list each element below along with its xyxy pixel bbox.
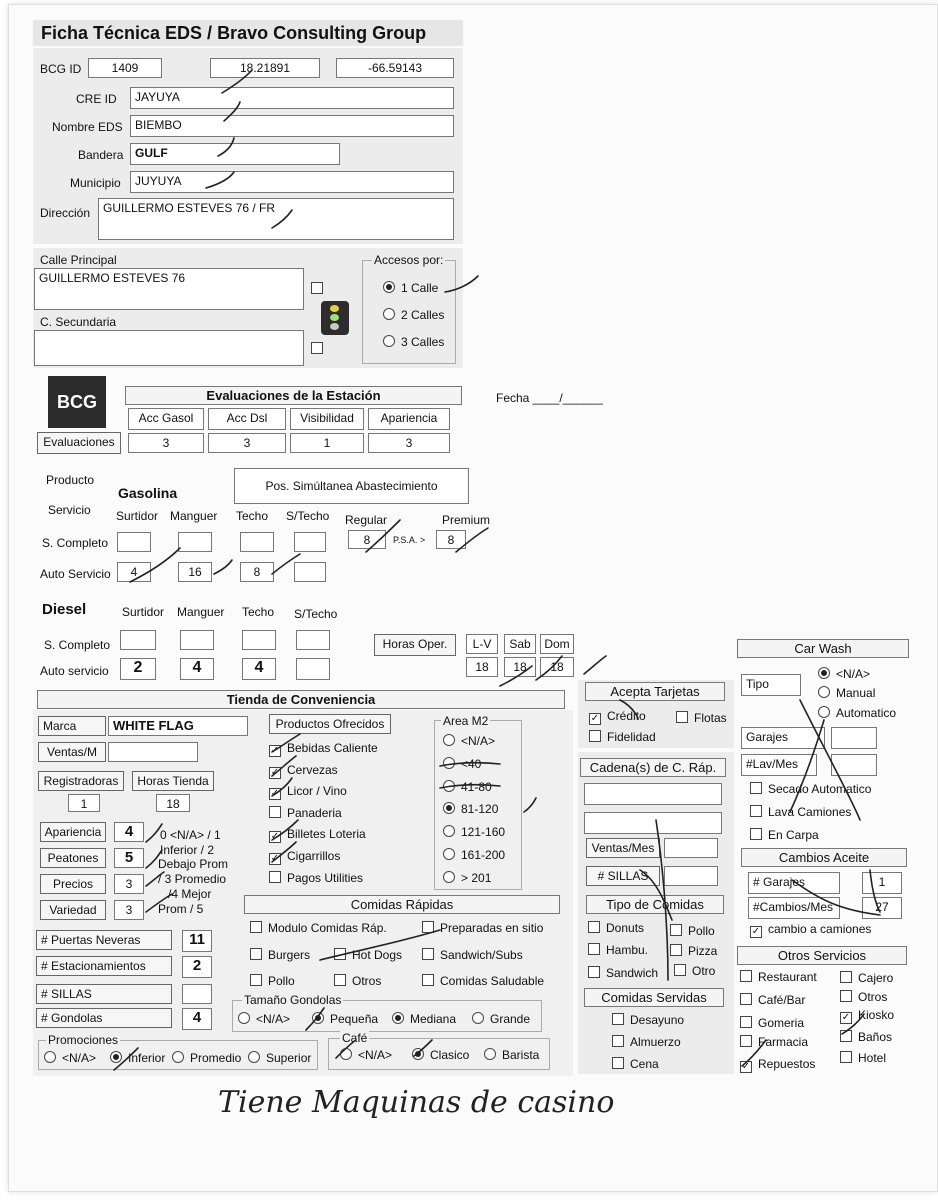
calle-principal-label: Calle Principal xyxy=(40,253,117,267)
bcg-id-field[interactable]: 1409 xyxy=(88,58,162,78)
horas-val-dom[interactable]: 18 xyxy=(540,657,574,677)
eval-col-acc-dsl: Acc Dsl xyxy=(208,408,286,430)
gas-col-surtidor: Surtidor xyxy=(116,509,159,523)
carwash-camiones[interactable]: Lava Camiones xyxy=(750,805,851,819)
servida-almuerzo[interactable]: Almuerzo xyxy=(612,1035,681,1049)
area-121-160[interactable]: 121-160 xyxy=(443,825,505,839)
marca-field[interactable]: WHITE FLAG xyxy=(108,716,248,736)
estacionamientos-button[interactable]: # Estacionamientos xyxy=(36,956,172,976)
evaluaciones-button[interactable]: Evaluaciones xyxy=(37,432,121,454)
comida-burgers[interactable]: Burgers xyxy=(250,948,310,962)
tipo-hambu[interactable]: Hambu. xyxy=(588,943,648,957)
premium-label: Premium xyxy=(442,513,491,527)
direccion-label: Dirección xyxy=(40,206,91,220)
producto-billetes[interactable]: ✓ Billetes Loteria xyxy=(270,827,366,842)
otros-kiosko[interactable]: ✓ Kiosko xyxy=(841,1008,895,1023)
tipo-otro[interactable]: Otro xyxy=(674,964,715,978)
marca-button[interactable]: Marca xyxy=(38,716,106,736)
ventas-button[interactable]: Ventas/M xyxy=(38,742,106,762)
scale-4: / 3 Promedio xyxy=(158,872,227,886)
area-41-80[interactable]: 41-80 xyxy=(443,780,492,794)
peatones-field[interactable]: 5 xyxy=(114,848,144,868)
dsl-auto-stecho[interactable] xyxy=(296,658,330,680)
registradoras-button[interactable]: Registradoras xyxy=(38,771,124,791)
comida-sandwich[interactable]: Sandwich/Subs xyxy=(422,948,523,962)
dsl-col-stecho: S/Techo xyxy=(294,607,338,621)
gas-sc-techo[interactable] xyxy=(240,532,274,552)
cafe-na[interactable]: <N/A> xyxy=(340,1048,392,1062)
promo-superior[interactable]: Superior xyxy=(248,1051,311,1065)
tipo-comidas-header: Tipo de Comidas xyxy=(586,895,724,914)
longitude-field[interactable]: -66.59143 xyxy=(336,58,454,78)
psa-label: P.S.A. > xyxy=(393,535,426,545)
horas-col-lv: L-V xyxy=(466,634,498,654)
promo-na[interactable]: <N/A> xyxy=(44,1051,96,1065)
gas-auto-label: Auto Servicio xyxy=(40,567,111,581)
dsl-s-completo-label: S. Completo xyxy=(44,638,111,652)
otros-repuestos[interactable]: ✓ Repuestos xyxy=(741,1057,816,1072)
dsl-sc-techo[interactable] xyxy=(242,630,276,650)
scale-1: 0 <N/A> / 1 xyxy=(160,828,221,842)
comida-preparadas[interactable]: Preparadas en sitio xyxy=(422,921,543,935)
productos-ofrecidos-button[interactable]: Productos Ofrecidos xyxy=(269,714,391,734)
gas-auto-manguer[interactable]: 16 xyxy=(178,562,212,582)
comidas-rapidas-header: Comidas Rápidas xyxy=(244,895,560,914)
tarjeta-credito[interactable]: ✓ Crédito xyxy=(590,709,646,724)
accesos-2-calles[interactable]: 2 Calles xyxy=(383,308,444,322)
carwash-na[interactable]: <N/A> xyxy=(818,667,870,681)
carwash-manual[interactable]: Manual xyxy=(818,686,875,700)
promo-promedio[interactable]: Promedio xyxy=(172,1051,241,1065)
variedad-field[interactable]: 3 xyxy=(114,900,144,920)
servicio-label: Servicio xyxy=(48,503,91,517)
gasolina-title: Gasolina xyxy=(118,485,178,501)
cadena-sillas-field[interactable] xyxy=(664,866,718,886)
dsl-col-techo: Techo xyxy=(242,605,275,619)
traffic-light-icon xyxy=(321,301,349,335)
dsl-sc-manguer[interactable] xyxy=(180,630,214,650)
producto-panaderia[interactable]: Panaderia xyxy=(269,806,342,820)
regular-field[interactable]: 8 xyxy=(348,530,386,549)
cadena-sillas-button[interactable]: # SILLAS xyxy=(586,866,660,886)
premium-field[interactable]: 8 xyxy=(436,530,466,549)
variedad-button[interactable]: Variedad xyxy=(40,900,106,920)
horas-col-dom: Dom xyxy=(540,634,574,654)
gas-auto-stecho[interactable] xyxy=(294,562,326,582)
eval-val-visibilidad[interactable]: 1 xyxy=(290,433,364,453)
producto-label: Producto xyxy=(46,473,95,487)
eval-val-acc-dsl[interactable]: 3 xyxy=(208,433,286,453)
accesos-1-calle[interactable]: 1 Calle xyxy=(383,281,438,295)
servida-desayuno[interactable]: Desayuno xyxy=(612,1013,684,1027)
bcg-logo: BCG xyxy=(48,376,106,428)
gondola-pequena[interactable]: Pequeña xyxy=(312,1012,378,1026)
otros-farmacia[interactable]: Farmacia xyxy=(740,1035,808,1049)
cafe-barista[interactable]: Barista xyxy=(484,1048,539,1062)
cre-id-label: CRE ID xyxy=(76,92,117,106)
producto-licor[interactable]: ✓ Licor / Vino xyxy=(270,784,347,799)
tipo-donuts[interactable]: Donuts xyxy=(588,921,644,935)
cafe-label: Café xyxy=(342,1031,368,1045)
aceite-garajes-label: # Garajes xyxy=(748,872,840,894)
gas-col-techo: Techo xyxy=(236,509,269,523)
eval-val-acc-gasol[interactable]: 3 xyxy=(128,433,204,453)
estacionamientos-field[interactable]: 2 xyxy=(182,956,212,978)
carwash-secado[interactable]: Secado Automatico xyxy=(750,782,871,796)
nombre-field[interactable]: BIEMBO xyxy=(130,115,454,137)
gas-s-completo-label: S. Completo xyxy=(42,536,109,550)
dsl-auto-surtidor[interactable]: 2 xyxy=(120,658,156,680)
comida-saludable[interactable]: Comidas Saludable xyxy=(422,974,544,988)
comida-otros[interactable]: Otros xyxy=(334,974,381,988)
carwash-header: Car Wash xyxy=(737,639,909,658)
otros-cajero[interactable]: Cajero xyxy=(840,971,893,985)
servida-cena[interactable]: Cena xyxy=(612,1057,659,1071)
horas-tienda-button[interactable]: Horas Tienda xyxy=(132,771,214,791)
scale-2: Inferior / 2 xyxy=(160,843,215,857)
tipo-pollo[interactable]: Pollo xyxy=(670,924,715,938)
bcg-id-label: BCG ID xyxy=(40,62,82,76)
gondolas-field[interactable]: 4 xyxy=(182,1008,212,1030)
horas-oper-button[interactable]: Horas Oper. xyxy=(374,634,456,656)
dsl-sc-surtidor[interactable] xyxy=(120,630,156,650)
tipo-pizza[interactable]: Pizza xyxy=(670,944,717,958)
carwash-automatico[interactable]: Automatico xyxy=(818,706,896,720)
cre-id-field[interactable]: JAYUYA xyxy=(130,87,454,109)
area-161-200[interactable]: 161-200 xyxy=(443,848,505,862)
tipo-sandwich[interactable]: Sandwich xyxy=(588,966,658,980)
pos-simultanea-box: Pos. Simúltanea Abastecimiento xyxy=(234,468,469,504)
comidas-servidas-header: Comidas Servidas xyxy=(584,988,724,1007)
area-na[interactable]: <N/A> xyxy=(443,734,495,748)
otros-otros[interactable]: Otros xyxy=(840,990,887,1004)
gas-auto-techo[interactable]: 8 xyxy=(240,562,274,582)
comida-hotdogs[interactable]: Hot Dogs xyxy=(334,948,402,962)
comida-pollo[interactable]: Pollo xyxy=(250,974,295,988)
aceite-camiones-check[interactable]: ✓ cambio a camiones xyxy=(751,922,872,937)
cadena-ventas-field[interactable] xyxy=(664,838,718,858)
otros-banos[interactable]: Baños xyxy=(840,1030,892,1044)
diesel-title: Diesel xyxy=(42,601,87,618)
carwash-lav-value[interactable] xyxy=(831,754,877,776)
apariencia-button[interactable]: Apariencia xyxy=(40,822,106,842)
horas-val-sab[interactable]: 18 xyxy=(504,657,536,677)
aceite-cambios-field[interactable]: 27 xyxy=(862,897,902,919)
dsl-sc-stecho[interactable] xyxy=(296,630,330,650)
municipio-label: Municipio xyxy=(70,176,121,190)
apariencia-field[interactable]: 4 xyxy=(114,822,144,842)
gondola-grande[interactable]: Grande xyxy=(472,1012,530,1026)
area-81-120[interactable]: 81-120 xyxy=(443,802,498,816)
gas-sc-manguer[interactable] xyxy=(178,532,212,552)
area-gt201[interactable]: > 201 xyxy=(443,871,491,885)
carwash-garajes-value[interactable] xyxy=(831,727,877,749)
carwash-garajes-field[interactable]: Garajes xyxy=(741,727,825,749)
scale-3: Debajo Prom xyxy=(158,857,229,871)
otros-hotel[interactable]: Hotel xyxy=(840,1051,886,1065)
eval-col-apariencia: Apariencia xyxy=(368,408,450,430)
producto-pagos[interactable]: Pagos Utilities xyxy=(269,871,363,885)
eval-val-apariencia[interactable]: 3 xyxy=(368,433,450,453)
peatones-button[interactable]: Peatones xyxy=(40,848,106,868)
otros-cafebar[interactable]: Café/Bar xyxy=(740,993,805,1007)
dsl-auto-techo[interactable]: 4 xyxy=(242,658,276,680)
carwash-carpa[interactable]: En Carpa xyxy=(750,828,819,842)
gas-auto-surtidor[interactable]: 4 xyxy=(117,562,151,582)
producto-cervezas[interactable]: ✓ Cervezas xyxy=(270,763,338,778)
area-label: Area M2 xyxy=(443,714,489,728)
tarjeta-flotas[interactable]: Flotas xyxy=(676,711,727,725)
aceite-header: Cambios Aceite xyxy=(741,848,907,867)
regular-label: Regular xyxy=(345,513,388,527)
dsl-auto-manguer[interactable]: 4 xyxy=(180,658,214,680)
calle-secundaria-label: C. Secundaria xyxy=(40,315,117,329)
puertas-neveras-field[interactable]: 11 xyxy=(182,930,212,952)
producto-bebidas[interactable]: ✓ Bebidas Caliente xyxy=(270,741,378,756)
tarjetas-header: Acepta Tarjetas xyxy=(585,682,725,701)
gas-col-manguer: Manguer xyxy=(170,509,218,523)
eval-col-visibilidad: Visibilidad xyxy=(290,408,364,430)
horas-tienda-field[interactable]: 18 xyxy=(156,794,190,812)
promo-inferior[interactable]: Inferior xyxy=(110,1051,165,1065)
producto-cigarrillos[interactable]: ✓ Cigarrillos xyxy=(270,849,341,864)
accesos-3-calles[interactable]: 3 Calles xyxy=(383,335,444,349)
gondolas-size-label: Tamaño Gondolas xyxy=(244,993,342,1007)
aceite-cambios-label: #Cambios/Mes xyxy=(748,897,840,919)
cadena-field-2[interactable] xyxy=(584,812,722,834)
gas-col-stecho: S/Techo xyxy=(286,509,330,523)
accesos-label: Accesos por: xyxy=(374,253,444,267)
comida-modulo[interactable]: Modulo Comidas Ráp. xyxy=(250,921,387,935)
otros-restaurant[interactable]: Restaurant xyxy=(740,970,817,984)
municipio-field[interactable]: JUYUYA xyxy=(130,171,454,193)
latitude-field[interactable]: 18.21891 xyxy=(210,58,320,78)
fecha-label: Fecha ____/______ xyxy=(496,391,603,405)
nombre-label: Nombre EDS xyxy=(52,120,123,134)
calle-secundaria-field[interactable] xyxy=(34,330,304,366)
precios-button[interactable]: Precios xyxy=(40,874,106,894)
dsl-auto-label: Auto servicio xyxy=(40,664,109,678)
horas-val-lv[interactable]: 18 xyxy=(466,657,498,677)
horas-col-sab: Sab xyxy=(504,634,536,654)
direccion-field[interactable]: GUILLERMO ESTEVES 76 / FR xyxy=(98,198,454,240)
registradoras-field[interactable]: 1 xyxy=(68,794,100,812)
ventas-field[interactable] xyxy=(108,742,198,762)
bandera-label: Bandera xyxy=(78,148,124,162)
form-title: Ficha Técnica EDS / Bravo Consulting Group xyxy=(33,20,463,46)
otros-header: Otros Servicios xyxy=(737,946,907,965)
calle-principal-field[interactable]: GUILLERMO ESTEVES 76 xyxy=(34,268,304,310)
cadena-ventas-button[interactable]: Ventas/Mes xyxy=(586,838,660,858)
aceite-garajes-field[interactable]: 1 xyxy=(862,872,902,894)
scale-5: /4 Mejor xyxy=(168,887,212,901)
scale-6: Prom / 5 xyxy=(158,902,204,916)
sillas-field[interactable] xyxy=(182,984,212,1004)
calle-principal-checkbox[interactable] xyxy=(311,282,323,294)
calle-secundaria-checkbox[interactable] xyxy=(311,342,323,354)
gondola-mediana[interactable]: Mediana xyxy=(392,1012,456,1026)
cadena-field-1[interactable] xyxy=(584,783,722,805)
area-lt40[interactable]: <40 xyxy=(443,757,481,771)
carwash-lav-field[interactable]: #Lav/Mes xyxy=(741,754,817,776)
tienda-header: Tienda de Conveniencia xyxy=(37,690,565,709)
puertas-neveras-button[interactable]: # Puertas Neveras xyxy=(36,930,172,950)
handwritten-note: Tiene Maquinas de casino xyxy=(218,1085,615,1120)
promociones-label: Promociones xyxy=(48,1033,119,1047)
tarjeta-fidelidad[interactable]: Fidelidad xyxy=(589,730,656,744)
cadena-header: Cadena(s) de C. Ráp. xyxy=(580,758,726,777)
sillas-button[interactable]: # SILLAS xyxy=(36,984,172,1004)
otros-gomeria[interactable]: Gomeria xyxy=(740,1016,804,1030)
bandera-field[interactable]: GULF xyxy=(130,143,340,165)
gas-sc-surtidor[interactable] xyxy=(117,532,151,552)
dsl-col-manguer: Manguer xyxy=(177,605,225,619)
evaluaciones-header: Evaluaciones de la Estación xyxy=(125,386,462,405)
eval-col-acc-gasol: Acc Gasol xyxy=(128,408,204,430)
dsl-col-surtidor: Surtidor xyxy=(122,605,165,619)
carwash-tipo-field[interactable]: Tipo xyxy=(741,674,801,696)
gondola-na[interactable]: <N/A> xyxy=(238,1012,290,1026)
cafe-clasico[interactable]: Clasico xyxy=(412,1048,469,1062)
gas-sc-stecho[interactable] xyxy=(294,532,326,552)
precios-field[interactable]: 3 xyxy=(114,874,144,894)
gondolas-button[interactable]: # Gondolas xyxy=(36,1008,172,1028)
